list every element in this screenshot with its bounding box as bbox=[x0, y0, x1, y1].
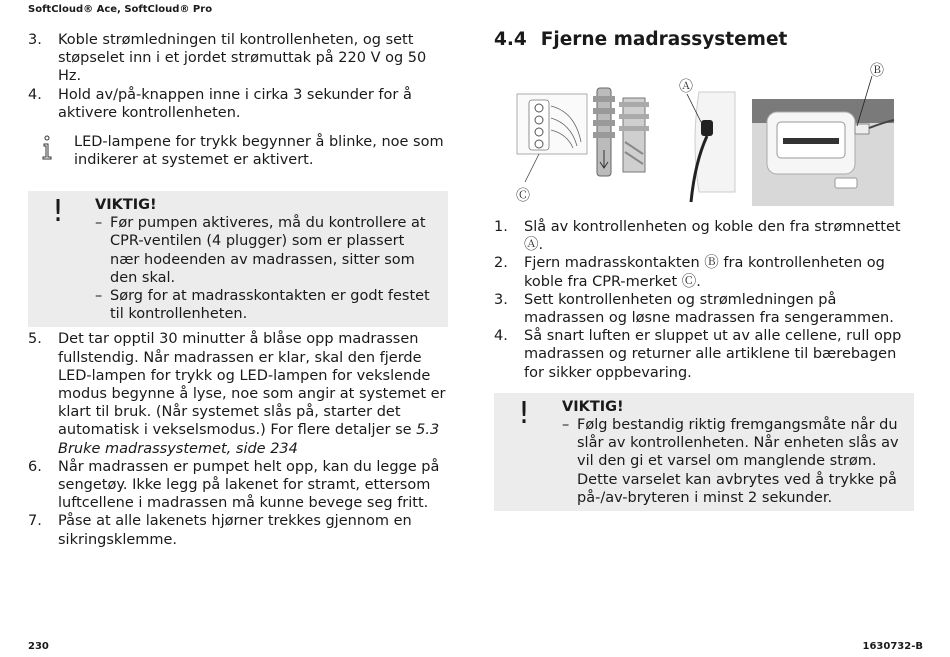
right-column bbox=[494, 218, 914, 511]
running-header: SoftCloud® Ace, SoftCloud® Pro bbox=[28, 4, 213, 15]
warning-icon: ! bbox=[52, 194, 65, 230]
warning-box bbox=[494, 393, 914, 511]
list-item: 2. Fjern madrasskontakten Ⓑ fra kontrollenheten og koble fra CPR-merket Ⓒ. bbox=[494, 255, 885, 290]
callout-c bbox=[516, 188, 530, 204]
list-item: 3. Sett kontrollenheten og strømledningen på madrassen og løsne madrassen fra sengerammen. bbox=[494, 291, 894, 327]
document-id: 1630732-B bbox=[862, 641, 923, 652]
cpr-plug-illustration bbox=[593, 88, 649, 176]
cross-reference[interactable]: 5.3 Bruke madrassystemet, side 234 bbox=[58, 422, 440, 457]
svg-text:Ⓐ: Ⓐ bbox=[679, 79, 693, 95]
info-note bbox=[28, 133, 448, 181]
list-item: 4. Hold av/på-knappen inne i cirka 3 sekunder for å aktivere kontrollenheten. bbox=[28, 86, 412, 121]
warning-title: VIKTIG! bbox=[95, 197, 157, 214]
list-item: 1. Slå av kontrollenheten og koble den fra strømnettet Ⓐ. bbox=[494, 219, 901, 254]
list-item: 6. Når madrassen er pumpet helt opp, kan du legge på sengetøy. Ikke legg på lakenet for stramt, ettersom luftcellene i madrassen må kunne bevege seg fritt. bbox=[28, 458, 440, 512]
warning-list bbox=[562, 416, 902, 507]
list-item: 5. Det tar opptil 30 minutter å blåse opp madrassen fullstendig. Når madrassen er klar, skal den fjerde LED-lampen for trykk og LED-lampen for vekslende modus begynne å lyse, noe som angir at systemet er klart til bruk. (Når systemet slås på, starter det automatisk i vekselsmodus.) For flere detaljer se 5.3 Bruke madrassystemet, side 234 bbox=[28, 331, 446, 457]
warning-list bbox=[95, 214, 436, 323]
removal-step-list bbox=[494, 218, 914, 382]
info-icon bbox=[40, 135, 54, 161]
page-number: 230 bbox=[28, 641, 49, 652]
step-list-a bbox=[28, 31, 448, 122]
list-item: 3. Koble strømledningen til kontrollenheten, og sett støpselet inn i et jordet strømuttak på 220 V og 50 Hz. bbox=[28, 32, 427, 85]
svg-text:Ⓑ: Ⓑ bbox=[870, 63, 884, 79]
section-heading: 4.4 Fjerne madrassystemet bbox=[494, 29, 788, 50]
cpr-valve-illustration bbox=[517, 94, 587, 182]
warning-title: VIKTIG! bbox=[562, 398, 624, 415]
list-item: – Sørg for at madrasskontakten er godt festet til kontrollenheten. bbox=[95, 288, 430, 323]
step-list-b bbox=[28, 330, 448, 548]
info-note-text: LED-lampene for trykk begynner å blinke, noe som indikerer at systemet er aktivert. bbox=[74, 134, 444, 169]
removal-figure bbox=[515, 62, 895, 207]
control-unit-photo bbox=[752, 99, 894, 206]
warning-box bbox=[28, 191, 448, 327]
list-item: 4. Så snart luften er sluppet ut av alle cellene, rull opp madrassen og returner alle artiklene til bærebagen for sikker oppbevaring. bbox=[494, 328, 902, 381]
left-column bbox=[28, 31, 448, 549]
list-item: 7. Påse at alle lakenets hjørner trekkes gjennom en sikringsklemme. bbox=[28, 513, 412, 548]
svg-text:Ⓒ: Ⓒ bbox=[516, 188, 530, 204]
list-item: – Før pumpen aktiveres, må du kontrollere at CPR-ventilen (4 plugger) som er plassert nær hodeenden av madrassen, sitter som den skal. bbox=[95, 215, 426, 286]
list-item: – Følg bestandig riktig fremgangsmåte når du slår av kontrollenheten. Når enheten slås av vil den gi et varsel om manglende strøm. Dette varselet kan avbrytes ved å trykke på på-/av-bryteren i minst 2 sekunder. bbox=[562, 417, 899, 506]
warning-icon: ! bbox=[518, 395, 531, 431]
